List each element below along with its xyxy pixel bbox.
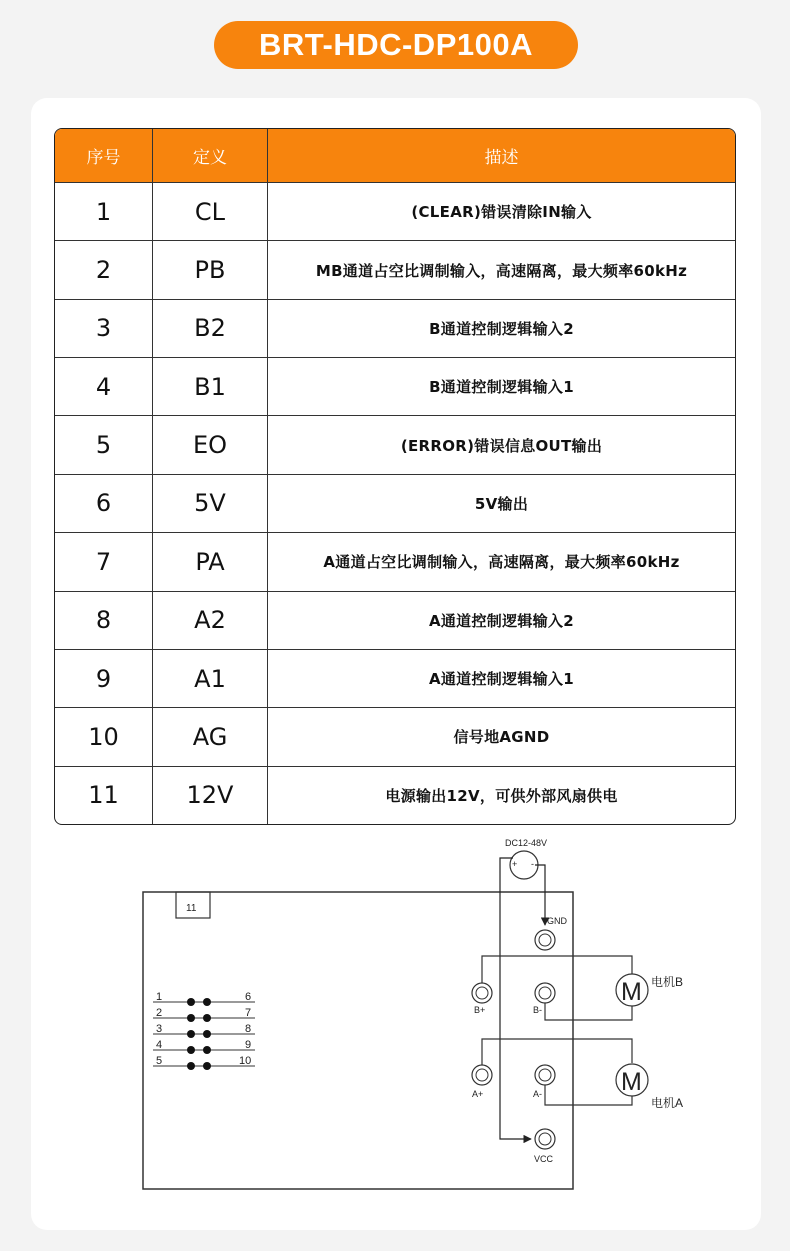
table-row (55, 299, 735, 357)
power-minus: - (531, 859, 534, 869)
a-plus-label: A+ (472, 1089, 484, 1099)
pin-number-cell: 2 (55, 240, 153, 298)
table-row (55, 182, 735, 240)
pin-description-cell: 信号地AGND (268, 707, 735, 765)
pin-definition-cell: A2 (153, 591, 268, 649)
pin-definition-cell: A1 (153, 649, 268, 707)
pin-number-cell: 7 (55, 532, 153, 590)
pin-number-cell: 8 (55, 591, 153, 649)
pin-number-cell: 3 (55, 299, 153, 357)
pin-description-cell: 5V输出 (268, 474, 735, 532)
b-plus-wire (482, 956, 632, 986)
pin-definition-cell: PB (153, 240, 268, 298)
motor-a-label: 电机A (651, 1096, 684, 1110)
table-row (55, 766, 735, 824)
header-no: 序号 (55, 129, 153, 182)
pin-description-cell: B通道控制逻辑输入2 (268, 299, 735, 357)
pin-5-label: 5 (156, 1055, 163, 1067)
pin-definition-cell: EO (153, 415, 268, 473)
board-outline (143, 892, 573, 1189)
a-minus-label: A- (533, 1089, 542, 1099)
motor-b-label: 电机B (651, 975, 684, 989)
pin-number-cell: 4 (55, 357, 153, 415)
pin-10-label: 10 (239, 1055, 252, 1067)
table-body (55, 182, 735, 824)
table-row (55, 591, 735, 649)
gnd-wire (535, 865, 545, 925)
pin-number-cell: 6 (55, 474, 153, 532)
pin-6-label: 6 (245, 991, 252, 1003)
pin-definition-table (54, 128, 736, 825)
header-def: 定义 (153, 129, 268, 182)
pin-definition-cell: PA (153, 532, 268, 590)
gnd-terminal (535, 930, 555, 950)
pin-description-cell: MB通道占空比调制输入，高速隔离，最大频率60kHz (268, 240, 735, 298)
pin-number-cell: 10 (55, 707, 153, 765)
pin-description-cell: (CLEAR)错误清除IN输入 (268, 182, 735, 240)
vcc-terminal (535, 1129, 555, 1149)
pin-number-cell: 11 (55, 766, 153, 824)
pin-description-cell: A通道占空比调制输入，高速隔离，最大频率60kHz (268, 532, 735, 590)
power-label: DC12-48V (505, 838, 548, 848)
pin-description-cell: B通道控制逻辑输入1 (268, 357, 735, 415)
pin-definition-cell: B1 (153, 357, 268, 415)
pin-1-label: 1 (156, 991, 163, 1003)
table-row (55, 357, 735, 415)
pin-9-label: 9 (245, 1039, 252, 1051)
b-minus-terminal (535, 983, 555, 1003)
b-plus-terminal (472, 983, 492, 1003)
pin-description-cell: A通道控制逻辑输入1 (268, 649, 735, 707)
pin-definition-cell: 5V (153, 474, 268, 532)
b-minus-wire (545, 1003, 632, 1020)
table-row (55, 707, 735, 765)
pin-number-cell: 1 (55, 182, 153, 240)
pin-4-label: 4 (156, 1039, 163, 1051)
pin-number-cell: 5 (55, 415, 153, 473)
vcc-label: VCC (534, 1154, 554, 1164)
pin-definition-cell: B2 (153, 299, 268, 357)
a-plus-wire (482, 1039, 632, 1067)
pin-description-cell: (ERROR)错误信息OUT输出 (268, 415, 735, 473)
pin-2-label: 2 (156, 1007, 163, 1019)
pin-definition-cell: AG (153, 707, 268, 765)
table-row (55, 649, 735, 707)
product-title: BRT-HDC-DP100A (214, 21, 578, 69)
table-row (55, 532, 735, 590)
a-plus-terminal (472, 1065, 492, 1085)
table-row (55, 415, 735, 473)
b-plus-label: B+ (474, 1005, 486, 1015)
header-desc: 描述 (268, 129, 735, 182)
vcc-wire (500, 858, 531, 1139)
power-plus: + (512, 859, 518, 869)
pin-definition-cell: CL (153, 182, 268, 240)
a-minus-terminal (535, 1065, 555, 1085)
pin-description-cell: 电源输出12V，可供外部风扇供电 (268, 766, 735, 824)
pin-3-label: 3 (156, 1023, 163, 1035)
gnd-label: GND (547, 916, 567, 926)
connector-11-label: 11 (186, 903, 197, 914)
pin-8-label: 8 (245, 1023, 252, 1035)
pin-definition-cell: 12V (153, 766, 268, 824)
pin-number-cell: 9 (55, 649, 153, 707)
table-row (55, 240, 735, 298)
table-row (55, 474, 735, 532)
motor-b-symbol: M (621, 978, 642, 1006)
wiring-diagram (130, 836, 700, 1201)
motor-a-symbol: M (621, 1068, 642, 1096)
pin-description-cell: A通道控制逻辑输入2 (268, 591, 735, 649)
table-header-row (55, 129, 735, 182)
pin-7-label: 7 (245, 1007, 252, 1019)
b-minus-label: B- (533, 1005, 542, 1015)
